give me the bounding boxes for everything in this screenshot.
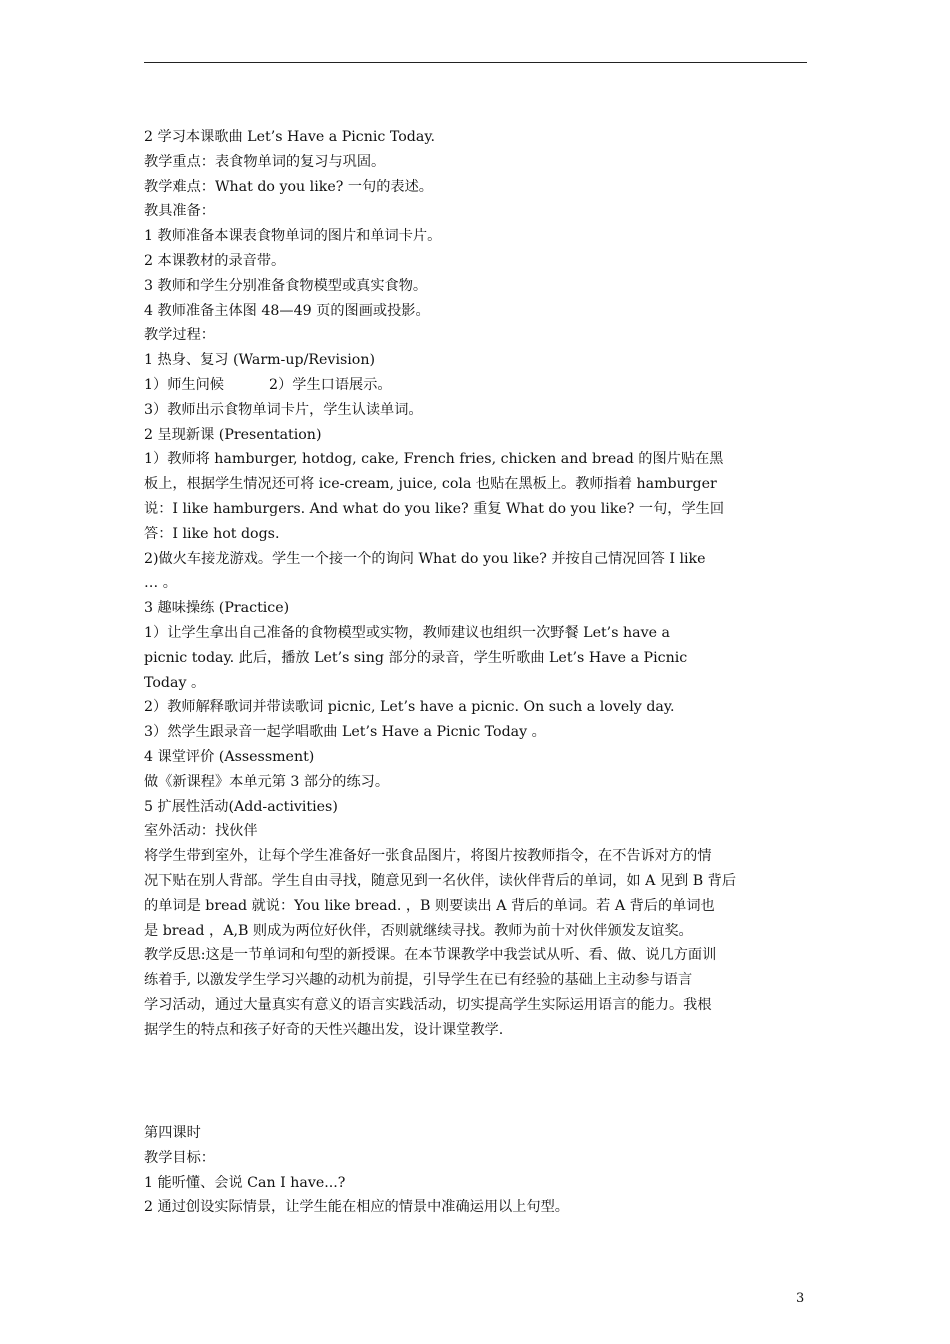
text-line: picnic today. 此后，播放 Let’s sing 部分的录音，学生听歌曲 Let’s Have a Picnic [144, 649, 688, 666]
text-line: 2)做火车接龙游戏。学生一个接一个的询问 What do you like? 并按自己情况回答 I like [144, 550, 706, 567]
text-line: 答：I like hot dogs. [144, 525, 280, 542]
text-line: 教学难点：What do you like? 一句的表述。 [144, 178, 433, 195]
text-line: 3）然学生跟录音一起学唱歌曲 Let’s Have a Picnic Today 。 [144, 724, 546, 741]
text-line: 将学生带到室外，让每个学生准备好一张食品图片，将图片按教师指令，在不告诉对方的情 [144, 848, 712, 865]
text-line: 2 呈现新课 (Presentation) [144, 426, 322, 443]
text-line: 1 教师准备本课表食物单词的图片和单词卡片。 [144, 228, 442, 245]
text-line: 说：I like hamburgers. And what do you like? 重复 What do you like? 一句，学生回 [144, 500, 725, 517]
text-line: 2 学习本课歌曲 Let’s Have a Picnic Today. [144, 129, 435, 145]
text-line: 况下贴在别人背部。学生自由寻找，随意见到一名伙伴，读伙伴背后的单词，如 A 见到 B 背后 [144, 872, 737, 889]
text-line: 1）教师将 hamburger, hotdog, cake, French fries, chicken and bread 的图片贴在黑 [144, 451, 724, 468]
text-line: 教学目标： [144, 1149, 215, 1166]
text-line: 1 能听懂、会说 Can I have...? [144, 1174, 346, 1191]
text-line: 的单词是 bread 就说：You like bread. ，B 则要读出 A 背后的单词。若 A 背后的单词也 [144, 897, 715, 914]
text-line: 1）让学生拿出自己准备的食物模型或实物，教师建议也组织一次野餐 Let’s have a [144, 624, 670, 641]
page-number: 3 [796, 1291, 805, 1306]
lesson-plan-section-a [144, 125, 810, 1042]
text-line: 3 趣味操练 (Practice) [144, 600, 290, 617]
text-line: 3 教师和学生分别准备食物模型或真实食物。 [144, 277, 428, 294]
text-line: Today 。 [144, 674, 206, 691]
text-line: 4 教师准备主体图 48—49 页的图画或投影。 [144, 302, 430, 319]
lesson-heading: 第四课时 [144, 1125, 201, 1141]
text-line: 2 通过创设实际情景，让学生能在相应的情景中准确运用以上句型。 [144, 1199, 569, 1216]
text-line: 是 bread ，A,B 则成为两位好伙伴，否则就继续寻找。教师为前十对伙伴颁发友谊奖。 [144, 922, 693, 939]
text-line: 室外活动：找伙伴 [144, 823, 258, 840]
text-line: 3）教师出示食物单词卡片，学生认读单词。 [144, 401, 423, 418]
text-line: … 。 [144, 575, 177, 592]
header-rule [144, 62, 807, 63]
text-line: 学习活动，通过大量真实有意义的语言实践活动，切实提高学生实际运用语言的能力。我根 [144, 996, 712, 1013]
text-line: 5 扩展性活动(Add-activities) [144, 798, 338, 815]
text-line: 4 课堂评价 (Assessment) [144, 748, 315, 765]
lesson-plan-section-b [144, 1121, 810, 1220]
text-line: 板上，根据学生情况还可将 ice-cream, juice, cola 也贴在黑板上。教师指着 hamburger [144, 476, 717, 493]
text-line: 1 热身、复习 (Warm-up/Revision) [144, 352, 376, 369]
text-line: 练着手, 以激发学生学习兴趣的动机为前提，引导学生在已有经验的基础上主动参与语言 [144, 972, 693, 989]
text-line: 教学反思:这是一节单词和句型的新授课。在本节课教学中我尝试从听、看、做、说几方面训 [144, 947, 717, 964]
text-line: 做《新课程》本单元第 3 部分的练习。 [144, 773, 390, 790]
text-line: 2 本课教材的录音带。 [144, 252, 286, 269]
text-line: 教学重点：表食物单词的复习与巩固。 [144, 153, 386, 170]
text-line: 1）师生问候 2）学生口语展示。 [144, 376, 392, 393]
text-line: 2）教师解释歌词并带读歌词 picnic, Let’s have a picnic. On such a lovely day. [144, 699, 675, 716]
text-line: 教具准备： [144, 203, 215, 220]
text-line: 教学过程： [144, 327, 215, 344]
text-line: 据学生的特点和孩子好奇的天性兴趣出发，设计课堂教学. [144, 1021, 504, 1038]
